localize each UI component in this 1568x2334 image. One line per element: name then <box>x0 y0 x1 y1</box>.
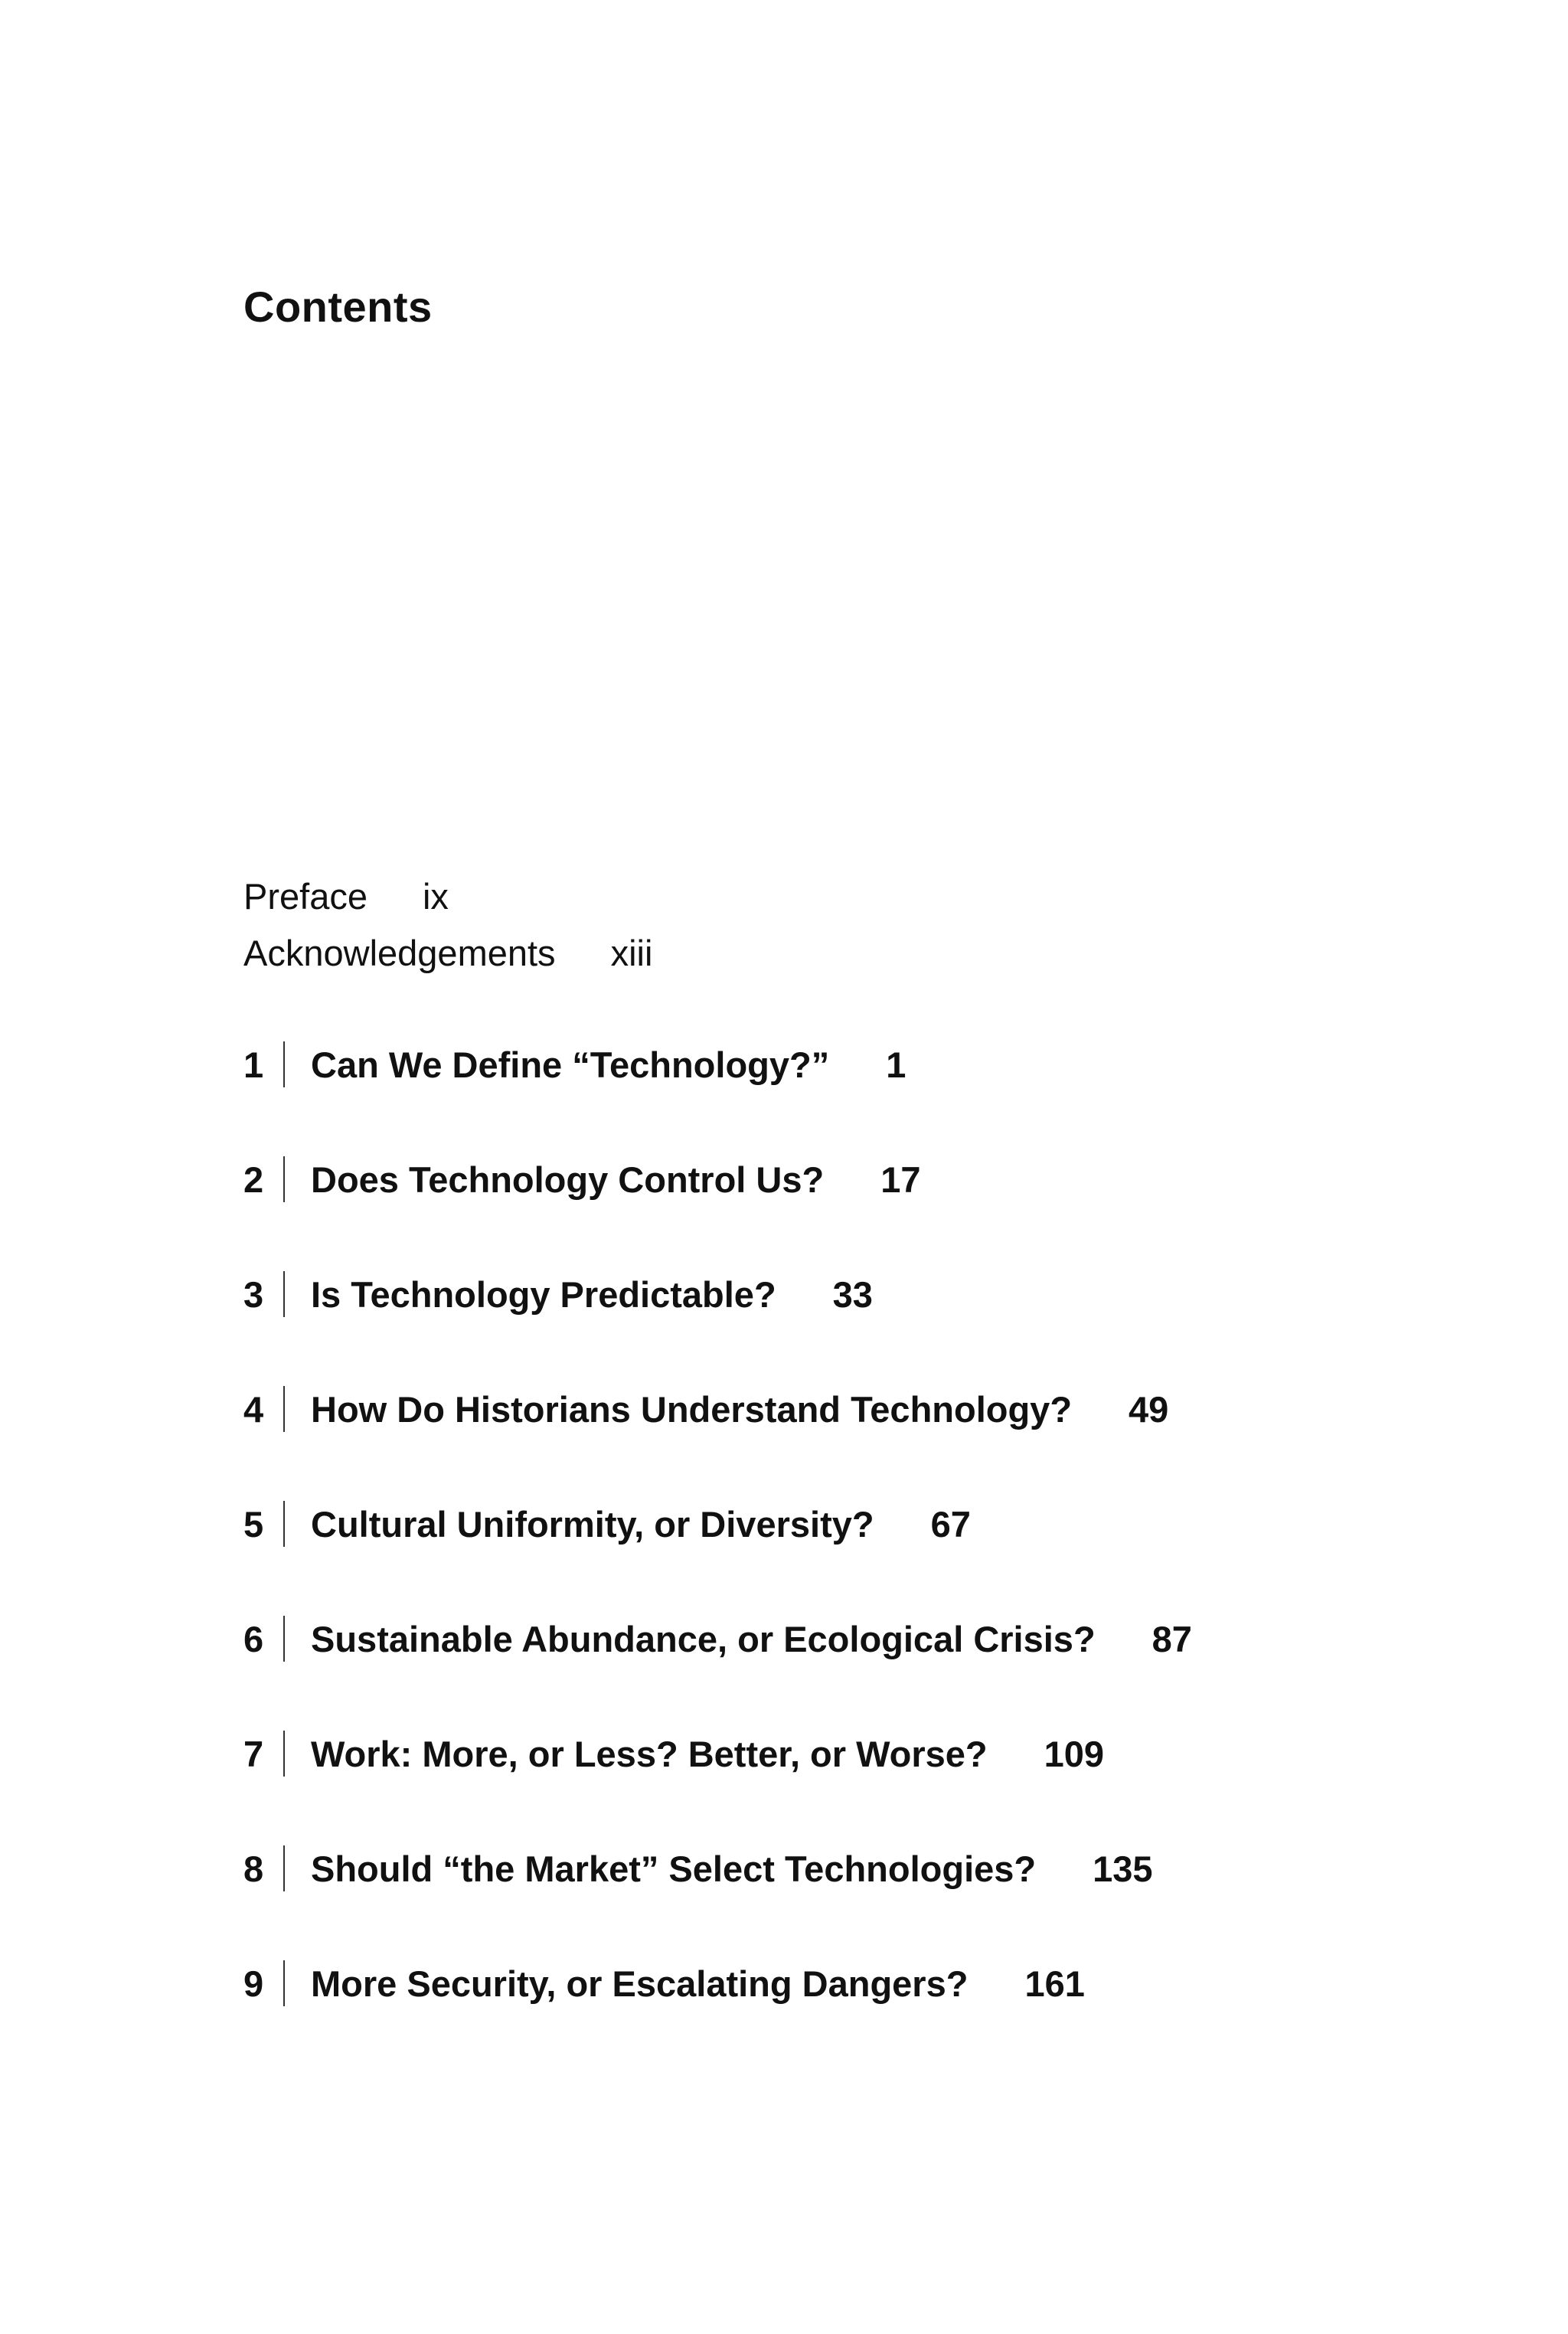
chapter-divider <box>283 1041 285 1087</box>
chapter-number: 9 <box>243 1963 264 2004</box>
chapter-entry <box>243 1265 873 1323</box>
chapter-title: Sustainable Abundance, or Ecological Crisis? <box>311 1618 1096 1659</box>
chapter-divider <box>283 1731 285 1777</box>
chapter-entry <box>243 1035 906 1093</box>
front-matter-page: xiii <box>610 933 653 973</box>
front-matter-page: ix <box>422 876 449 917</box>
chapter-title: Work: More, or Less? Better, or Worse? <box>311 1733 988 1774</box>
chapter-page: 49 <box>1129 1388 1169 1430</box>
chapter-page: 67 <box>930 1503 971 1545</box>
chapter-page: 135 <box>1093 1848 1153 1889</box>
chapter-number: 8 <box>243 1848 264 1889</box>
chapter-number: 3 <box>243 1273 264 1315</box>
chapter-number: 2 <box>243 1159 264 1200</box>
chapter-entry <box>243 1150 921 1208</box>
front-matter-item <box>243 925 652 982</box>
chapter-title: Is Technology Predictable? <box>311 1273 776 1315</box>
chapter-entry <box>243 1610 1192 1668</box>
chapter-divider <box>283 1156 285 1202</box>
chapter-title: Can We Define “Technology?” <box>311 1044 830 1085</box>
chapter-title: Does Technology Control Us? <box>311 1159 825 1200</box>
front-matter-title: Preface <box>243 876 368 917</box>
chapter-page: 33 <box>832 1273 873 1315</box>
front-matter-item <box>243 868 652 925</box>
chapter-title: Cultural Uniformity, or Diversity? <box>311 1503 874 1545</box>
chapter-entry <box>243 1954 1085 2012</box>
chapter-divider <box>283 1616 285 1662</box>
chapter-number: 5 <box>243 1503 264 1545</box>
chapter-page: 87 <box>1152 1618 1192 1659</box>
chapter-page: 1 <box>886 1044 906 1085</box>
chapter-page: 109 <box>1044 1733 1105 1774</box>
chapter-divider <box>283 1960 285 2006</box>
chapter-title: More Security, or Escalating Dangers? <box>311 1963 969 2004</box>
chapter-number: 4 <box>243 1388 264 1430</box>
front-matter-title: Acknowledgements <box>243 933 556 973</box>
chapter-divider <box>283 1386 285 1432</box>
chapter-entry <box>243 1724 1104 1783</box>
chapter-page: 17 <box>880 1159 921 1200</box>
chapter-entry <box>243 1839 1153 1898</box>
front-matter-list <box>243 868 652 982</box>
chapter-number: 1 <box>243 1044 264 1085</box>
chapter-number: 7 <box>243 1733 264 1774</box>
chapter-number: 6 <box>243 1618 264 1659</box>
chapter-divider <box>283 1501 285 1547</box>
chapter-entry <box>243 1495 971 1553</box>
chapter-divider <box>283 1845 285 1891</box>
chapter-divider <box>283 1271 285 1317</box>
chapter-entry <box>243 1380 1168 1438</box>
chapter-title: How Do Historians Understand Technology? <box>311 1388 1073 1430</box>
page-title: Contents <box>243 283 433 331</box>
chapter-page: 161 <box>1024 1963 1085 2004</box>
chapter-title: Should “the Market” Select Technologies? <box>311 1848 1037 1889</box>
